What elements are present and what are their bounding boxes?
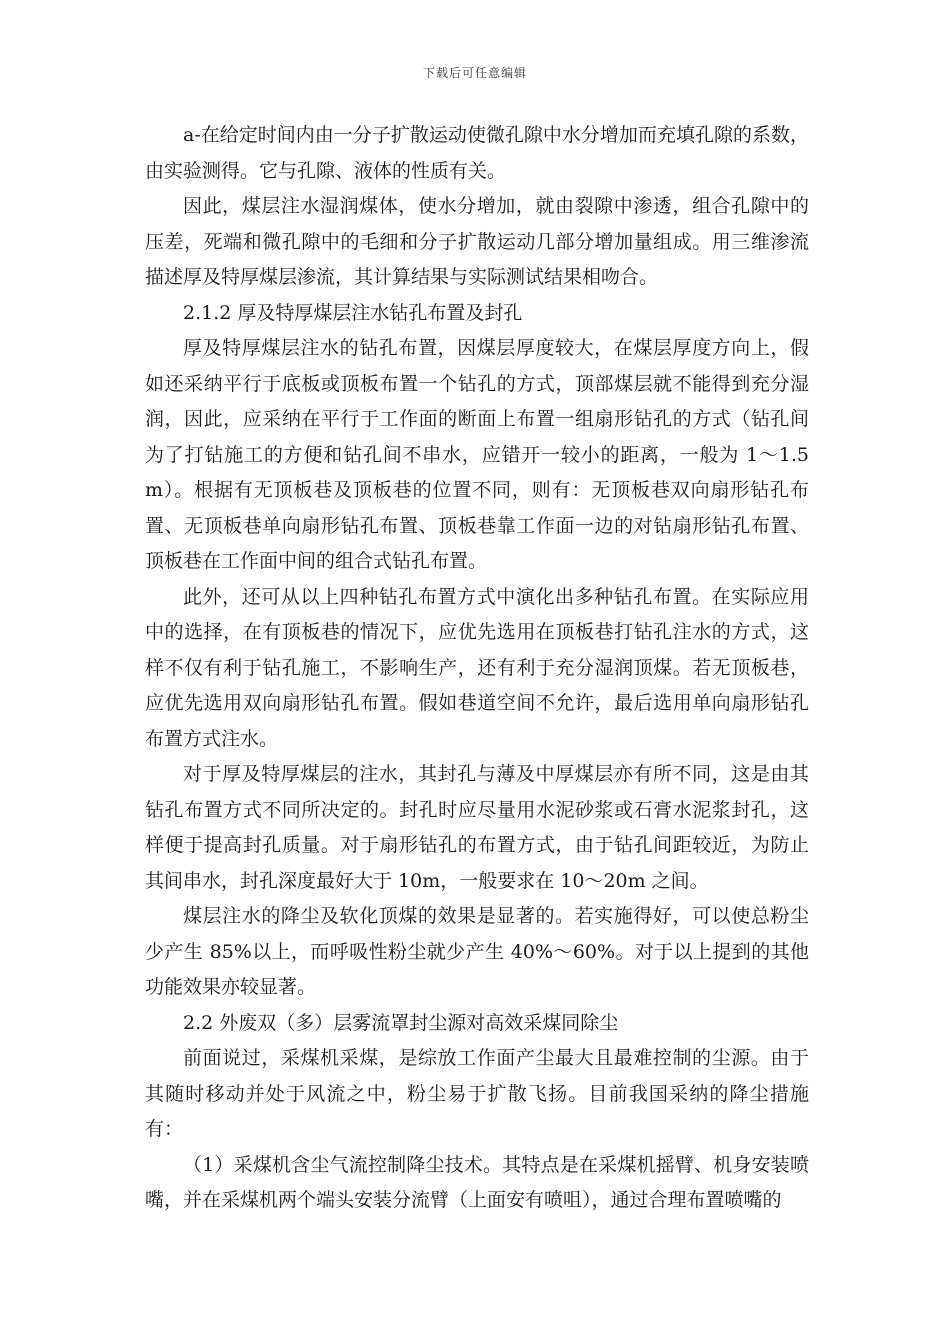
paragraph: 对于厚及特厚煤层的注水，其封孔与薄及中厚煤层亦有所不同，这是由其钻孔布置方式不同所决定的。封孔时应尽量用水泥砂浆或石膏水泥浆封孔，这样便于提高封孔质量。对于扇形钻孔的布置方式，由于钻孔间距较近，为防止其间串水，封孔深度最好大于 10m，一般要求在 10～20m 之间。 <box>145 763 809 892</box>
paragraph: 因此，煤层注水湿润煤体，使水分增加，就由裂隙中渗透，组合孔隙中的压差，死端和微孔隙中的毛细和分子扩散运动几部分增加量组成。用三维渗流描述厚及特厚煤层渗流，其计算结果与实际测试结果相吻合。 <box>145 195 809 288</box>
section-heading: 2.2 外废双（多）层雾流罩封尘源对高效采煤同除尘 <box>183 1011 619 1034</box>
paragraph: 厚及特厚煤层注水的钻孔布置，因煤层厚度较大，在煤层厚度方向上，假如还采纳平行于底板或顶板布置一个钻孔的方式，顶部煤层就不能得到充分湿润，因此，应采纳在平行于工作面的断面上布置一组扇形钻孔的方式（钻孔间为了打钻施工的方便和钻孔间不串水，应错开一较小的距离，一般为 1～1.5m）。根据有无顶板巷及顶板巷的位置不同，则有：无顶板巷双向扇形钻孔布置、无顶板巷单向扇形钻孔布置、顶板巷靠工作面一边的对钻扇形钻孔布置、顶板巷在工作面中间的组合式钻孔布置。 <box>145 337 809 572</box>
paragraph: （1）采煤机含尘气流控制降尘技术。其特点是在采煤机摇臂、机身安装喷嘴，并在采煤机两个端头安装分流臂（上面安有喷咀），通过合理布置喷嘴的 <box>145 1153 809 1211</box>
paragraph: 此外，还可从以上四种钻孔布置方式中演化出多种钻孔布置。在实际应用中的选择，在有顶板巷的情况下，应优先选用在顶板巷打钻孔注水的方式，这样不仅有利于钻孔施工，不影响生产，还有利于充分湿润顶煤。若无顶板巷，应优先选用双向扇形钻孔布置。假如巷道空间不允许，最后选用单向扇形钻孔布置方式注水。 <box>145 585 809 750</box>
section-heading: 2.1.2 厚及特厚煤层注水钻孔布置及封孔 <box>183 301 523 324</box>
paragraph: a-在给定时间内由一分子扩散运动使微孔隙中水分增加而充填孔隙的系数，由实验测得。它与孔隙、液体的性质有关。 <box>145 124 809 182</box>
page-header: 下载后可任意编辑 <box>422 66 527 80</box>
paragraph: 煤层注水的降尘及软化顶煤的效果是显著的。若实施得好，可以使总粉尘少产生 85%以上，而呼吸性粉尘就少产生 40%～60%。对于以上提到的其他功能效果亦较显著。 <box>145 905 809 998</box>
document-body <box>145 118 809 1219</box>
paragraph: 前面说过，采煤机采煤，是综放工作面产尘最大且最难控制的尘源。由于其随时移动并处于风流之中，粉尘易于扩散飞扬。目前我国采纳的降尘措施有： <box>145 1047 809 1140</box>
